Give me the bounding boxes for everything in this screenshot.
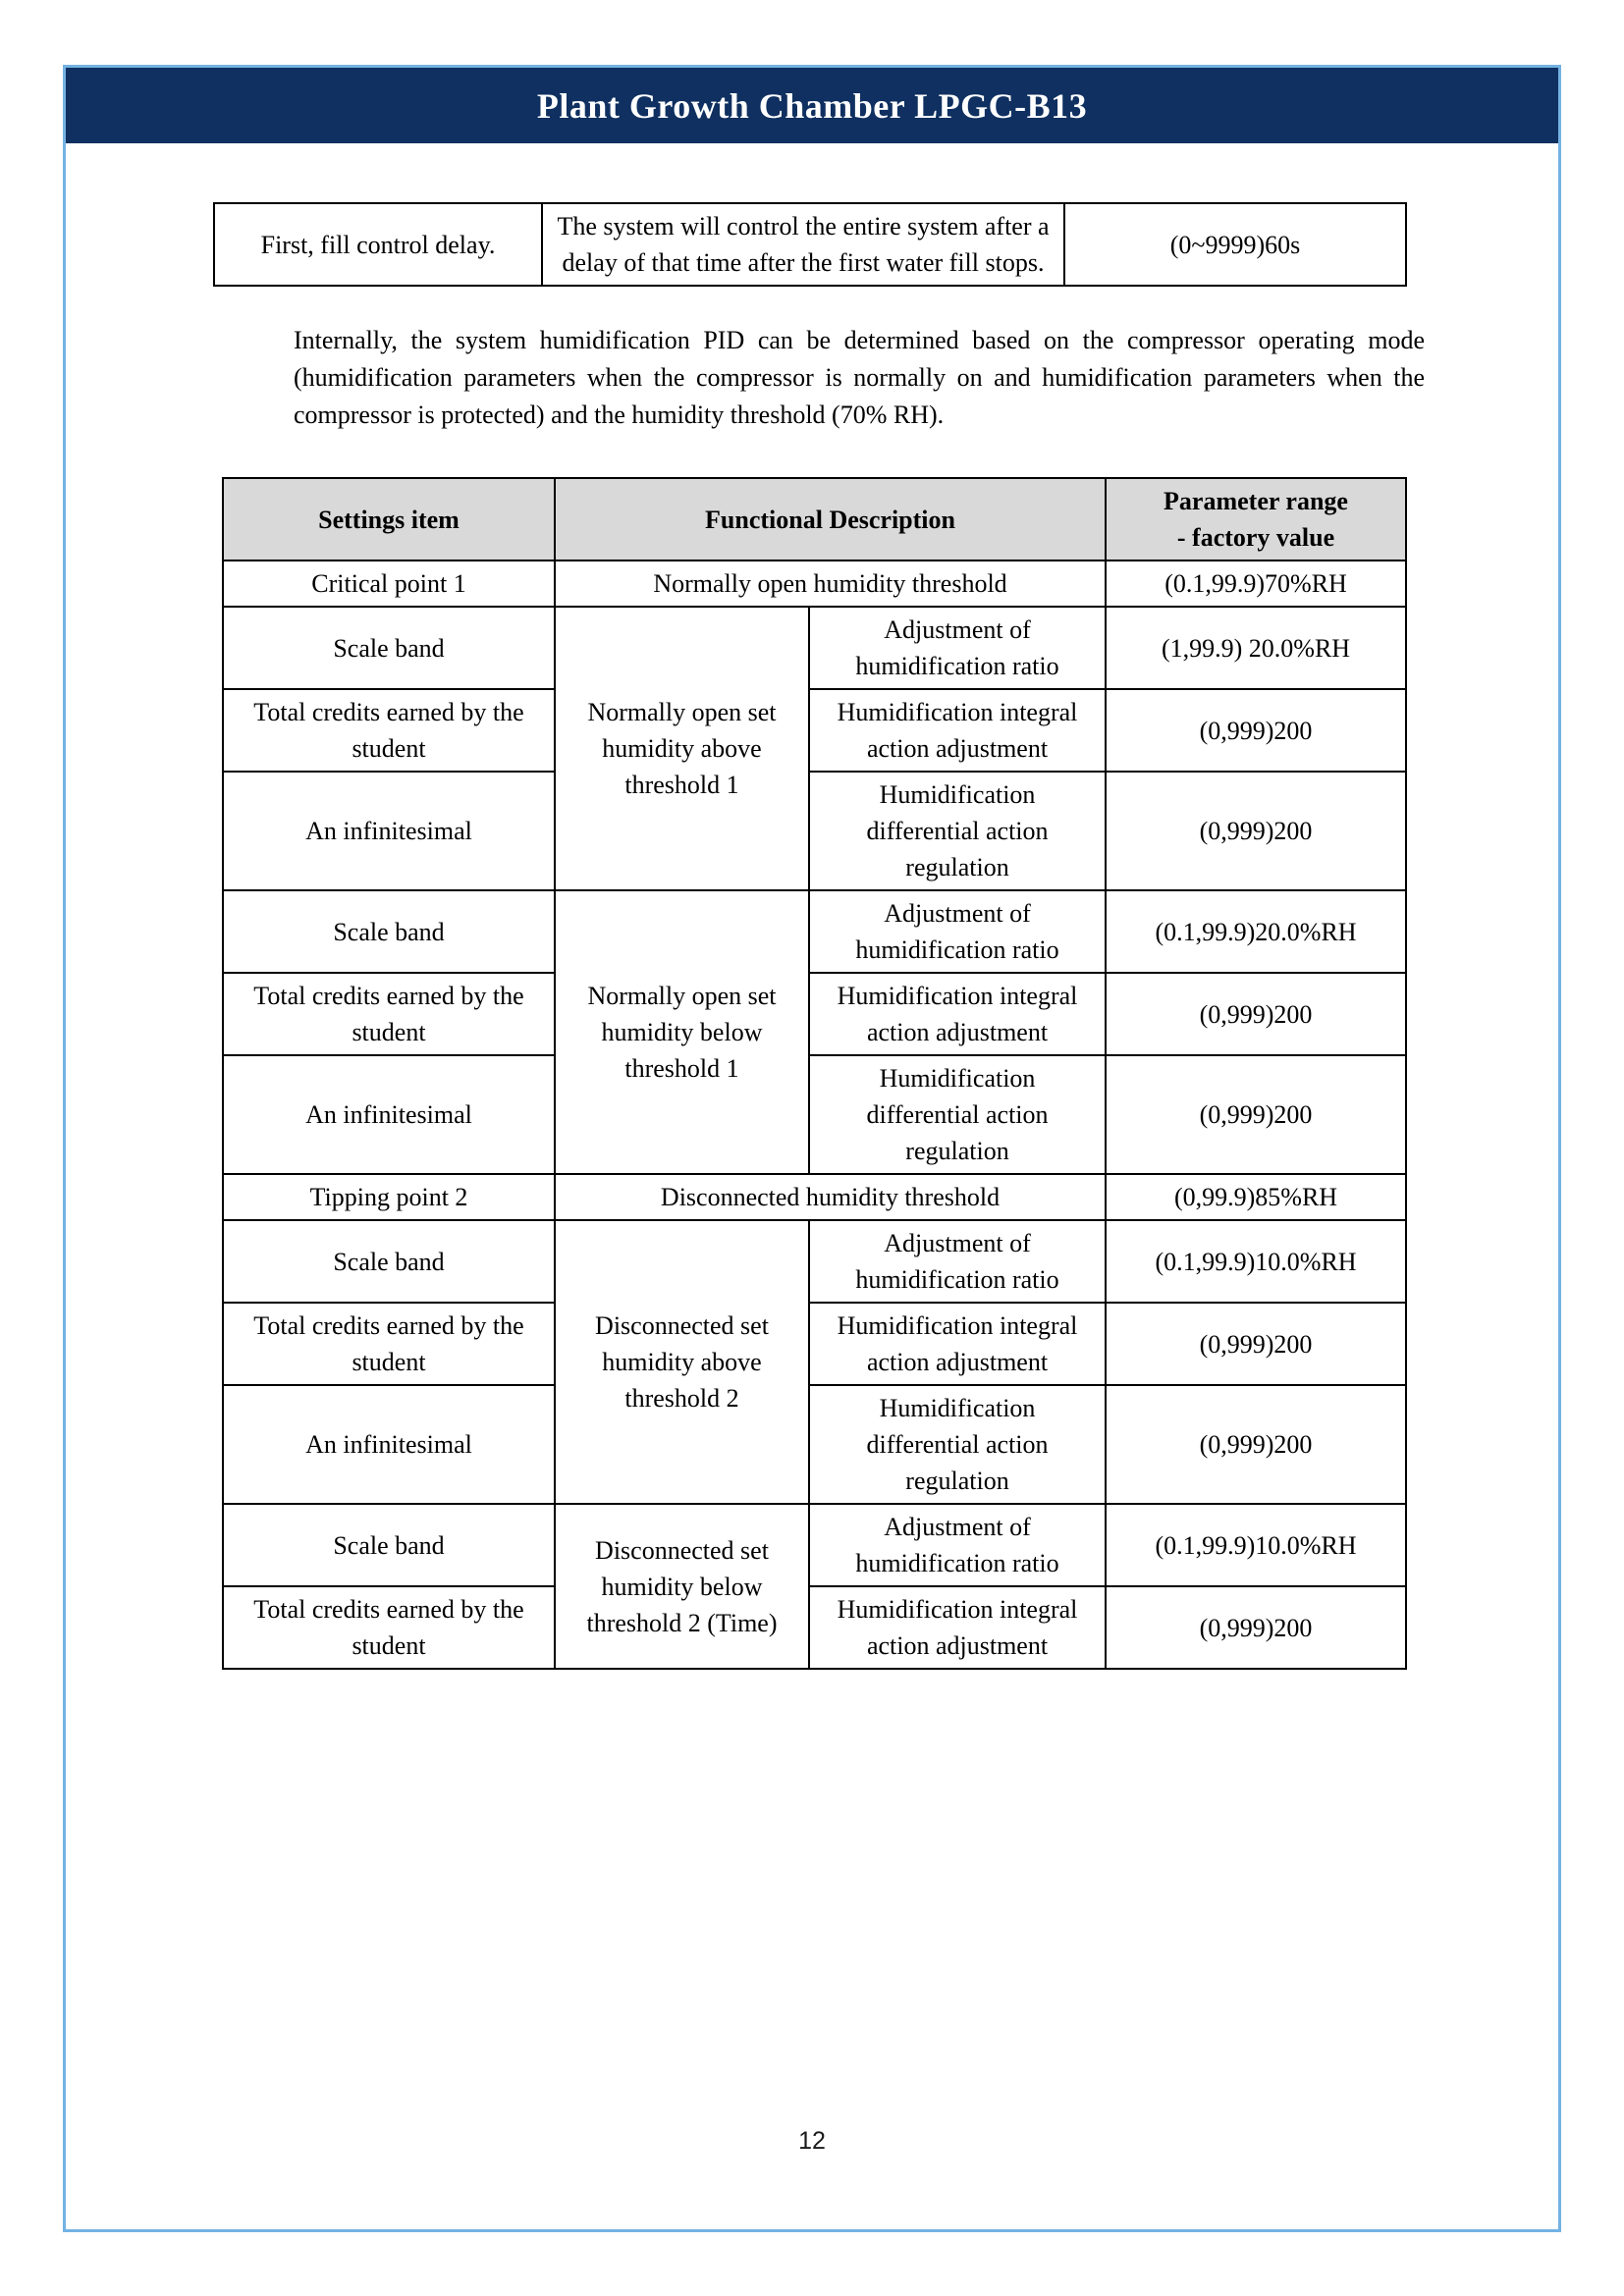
cell-functional-description: Humidification differential action regulation [809,1385,1106,1504]
header-parameter-range [1106,478,1406,561]
cell-parameter-range: (0,999)200 [1106,1055,1406,1174]
table-header-row [223,478,1406,561]
cell-settings-item: Scale band [223,890,555,973]
cell-functional-description: Disconnected humidity threshold [555,1174,1106,1220]
cell-group-description: Normally open set humidity above threshold 1 [555,607,809,890]
cell-functional-description: Humidification integral action adjustment [809,689,1106,772]
cell-functional-description: Normally open humidity threshold [555,561,1106,607]
cell-parameter-range: (0,999)200 [1106,1586,1406,1669]
cell-settings-item: An infinitesimal [223,772,555,890]
title-bar [66,68,1558,143]
cell-functional-description: Humidification differential action regulation [809,772,1106,890]
cell-parameter-range: (0.1,99.9)70%RH [1106,561,1406,607]
cell-settings-item: Total credits earned by the student [223,973,555,1055]
cell-parameter-range: (0,999)200 [1106,689,1406,772]
page-number: 12 [798,2127,826,2155]
header-parameter-range-line1: Parameter range [1164,487,1348,515]
table-row [223,1303,1406,1385]
cell-functional-description: The system will control the entire system after a delay of that time after the first water fill stops. [542,203,1064,286]
humidification-settings-table [222,477,1407,1670]
cell-functional-description: Humidification integral action adjustment [809,973,1106,1055]
cell-parameter-range: (0.1,99.9)10.0%RH [1106,1504,1406,1586]
page-title: Plant Growth Chamber LPGC-B13 [536,85,1088,126]
table-row [214,203,1406,286]
cell-settings-item: An infinitesimal [223,1055,555,1174]
table-row [223,1504,1406,1586]
table-row [223,973,1406,1055]
table-row [223,1055,1406,1174]
cell-functional-description: Humidification integral action adjustment [809,1586,1106,1669]
cell-functional-description: Adjustment of humidification ratio [809,607,1106,689]
cell-settings-item: Scale band [223,607,555,689]
cell-parameter-range: (0,99.9)85%RH [1106,1174,1406,1220]
cell-parameter-range: (0,999)200 [1106,772,1406,890]
cell-parameter-range: (1,99.9) 20.0%RH [1106,607,1406,689]
cell-settings-item: Tipping point 2 [223,1174,555,1220]
cell-parameter-range: (0,999)200 [1106,1385,1406,1504]
cell-settings-item: First, fill control delay. [214,203,542,286]
cell-group-description: Disconnected set humidity below threshold 2 (Time) [555,1504,809,1669]
cell-functional-description: Adjustment of humidification ratio [809,1504,1106,1586]
table-row [223,890,1406,973]
cell-group-description: Normally open set humidity below threshold 1 [555,890,809,1174]
table-row [223,689,1406,772]
cell-functional-description: Humidification differential action regulation [809,1055,1106,1174]
cell-parameter-range: (0,999)200 [1106,1303,1406,1385]
intro-paragraph: Internally, the system humidification PID can be determined based on the compressor operating mode (humidification parameters when the compressor is normally on and humidification parameters when the compressor is protected) and the humidity threshold (70% RH). [294,326,1425,429]
table-row [223,772,1406,890]
cell-parameter-range: (0,999)200 [1106,973,1406,1055]
cell-parameter-range: (0.1,99.9)10.0%RH [1106,1220,1406,1303]
cell-settings-item: Critical point 1 [223,561,555,607]
cell-settings-item: Scale band [223,1504,555,1586]
cell-functional-description: Adjustment of humidification ratio [809,1220,1106,1303]
table-row [223,607,1406,689]
cell-parameter-range: (0.1,99.9)20.0%RH [1106,890,1406,973]
header-functional-description: Functional Description [555,478,1106,561]
table-row [223,561,1406,607]
cell-settings-item: An infinitesimal [223,1385,555,1504]
page-frame [63,65,1561,2232]
cell-functional-description: Humidification integral action adjustment [809,1303,1106,1385]
cell-settings-item: Scale band [223,1220,555,1303]
table-row [223,1174,1406,1220]
table-row [223,1586,1406,1669]
cell-functional-description: Adjustment of humidification ratio [809,890,1106,973]
fill-delay-table [213,202,1407,287]
table-row [223,1220,1406,1303]
cell-settings-item: Total credits earned by the student [223,1586,555,1669]
cell-parameter-range: (0~9999)60s [1064,203,1406,286]
cell-settings-item: Total credits earned by the student [223,1303,555,1385]
cell-settings-item: Total credits earned by the student [223,689,555,772]
header-settings-item: Settings item [223,478,555,561]
cell-group-description: Disconnected set humidity above threshold 2 [555,1220,809,1504]
table-row [223,1385,1406,1504]
header-parameter-range-line2: - factory value [1176,523,1335,552]
